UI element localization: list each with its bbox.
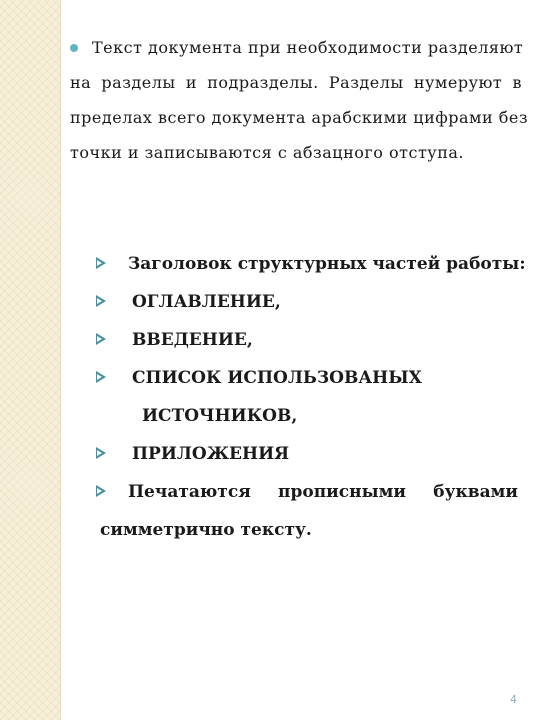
list-item (90, 438, 522, 476)
arrow-bullet-icon (96, 447, 106, 459)
list-item (90, 324, 522, 362)
page-number: 4 (510, 693, 517, 706)
intro-paragraph (70, 30, 529, 170)
intro-line: на разделы и подразделы. Разделы нумеруют в (70, 73, 522, 92)
list-item-text: ОГЛАВЛЕНИЕ, (132, 292, 281, 312)
list-item-text: Заголовок структурных частей работы: (128, 254, 526, 274)
round-bullet-icon (70, 44, 78, 52)
list-item-text: ВВЕДЕНИЕ, (132, 330, 253, 350)
list-item (90, 286, 522, 324)
list-trailing-line (90, 514, 522, 552)
list-item-text: СПИСОК ИСПОЛЬЗОВАНЫХ (132, 368, 422, 388)
list-item (90, 476, 522, 514)
list-item-text: Печатаются прописными буквами (128, 482, 518, 502)
list-trailing-text: симметрично тексту. (100, 520, 312, 540)
intro-line (70, 30, 522, 65)
intro-line: точки и записываются с абзацного отступа. (70, 143, 464, 162)
arrow-bullet-icon (96, 371, 106, 383)
arrow-bullet-icon (96, 295, 106, 307)
arrow-bullet-icon (96, 257, 106, 269)
intro-line-text: Текст документа при необходимости разделяют (92, 38, 524, 57)
arrow-bullet-icon (96, 333, 106, 345)
decorative-side-band (0, 0, 60, 720)
side-band-divider (60, 0, 61, 720)
list-item (90, 362, 522, 400)
intro-line: пределах всего документа арабскими цифрами без (70, 108, 529, 127)
list-item-continuation-text: ИСТОЧНИКОВ, (142, 406, 298, 426)
list-item-continuation (90, 400, 522, 438)
list-item-text: ПРИЛОЖЕНИЯ (132, 444, 290, 464)
structure-list (90, 248, 526, 552)
list-item (90, 248, 526, 286)
arrow-bullet-icon (96, 485, 106, 497)
